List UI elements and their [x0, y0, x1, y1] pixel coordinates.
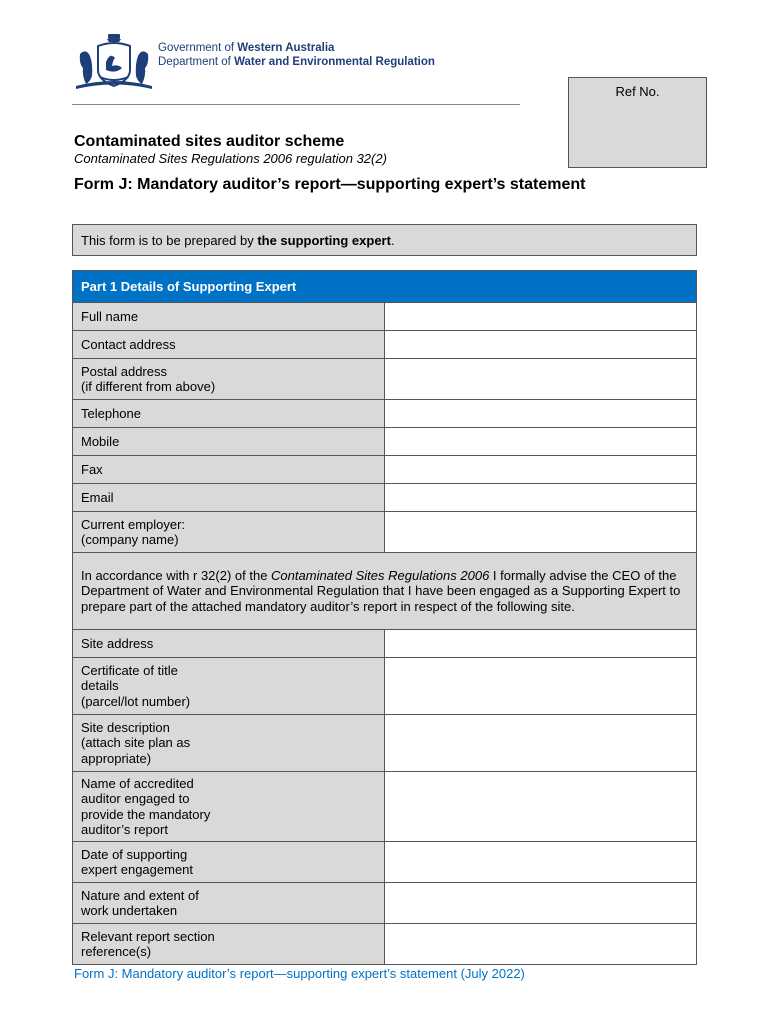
field-label-work-undertaken: Nature and extent of work undertaken [73, 883, 385, 924]
full-name-field[interactable] [385, 303, 697, 331]
report-section-references-field[interactable] [385, 924, 697, 965]
field-label-contact-address: Contact address [73, 331, 385, 359]
header-divider [72, 104, 520, 105]
engagement-statement: In accordance with r 32(2) of the Contaminated Sites Regulations 2006 I formally advise the CEO of the Department of Water and Environmental Regulation that I have been engaged as a Supporting Expert to prepare part of the attached mandatory auditor’s report in respect of the following site. [73, 553, 697, 630]
part1-heading: Part 1 Details of Supporting Expert [73, 271, 697, 303]
postal-address-field[interactable] [385, 359, 697, 400]
field-label-site-address: Site address [73, 630, 385, 658]
accredited-auditor-field[interactable] [385, 772, 697, 842]
field-label-engagement-date: Date of supporting expert engagement [73, 842, 385, 883]
field-label-report-section-references: Relevant report section reference(s) [73, 924, 385, 965]
field-label-mobile: Mobile [73, 428, 385, 456]
page-footer: Form J: Mandatory auditor’s report—supporting expert’s statement (July 2022) [74, 966, 525, 981]
field-label-certificate-of-title: Certificate of title details (parcel/lot number) [73, 658, 385, 715]
fax-field[interactable] [385, 456, 697, 484]
regulation-subtitle: Contaminated Sites Regulations 2006 regulation 32(2) [74, 151, 387, 166]
email-field[interactable] [385, 484, 697, 512]
ref-number-box[interactable] [568, 77, 707, 168]
ref-number-label: Ref No. [615, 84, 660, 99]
field-label-accredited-auditor: Name of accredited auditor engaged to provide the mandatory auditor’s report [73, 772, 385, 842]
field-label-fax: Fax [73, 456, 385, 484]
department-line: Department of Water and Environmental Regulation [158, 56, 435, 68]
scheme-title: Contaminated sites auditor scheme [74, 133, 345, 150]
form-title: Form J: Mandatory auditor’s report—supporting expert’s statement [74, 176, 586, 193]
telephone-field[interactable] [385, 400, 697, 428]
preparer-notice: This form is to be prepared by the supporting expert. [72, 224, 697, 256]
field-label-postal-address: Postal address (if different from above) [73, 359, 385, 400]
contact-address-field[interactable] [385, 331, 697, 359]
mobile-field[interactable] [385, 428, 697, 456]
site-description-field[interactable] [385, 715, 697, 772]
supporting-expert-form [72, 270, 697, 965]
field-label-email: Email [73, 484, 385, 512]
wa-government-crest-logo [72, 32, 156, 92]
agency-name [158, 41, 435, 69]
field-label-full-name: Full name [73, 303, 385, 331]
engagement-date-field[interactable] [385, 842, 697, 883]
site-address-field[interactable] [385, 630, 697, 658]
current-employer-field[interactable] [385, 512, 697, 553]
work-undertaken-field[interactable] [385, 883, 697, 924]
field-label-telephone: Telephone [73, 400, 385, 428]
field-label-current-employer: Current employer: (company name) [73, 512, 385, 553]
government-line: Government of Western Australia [158, 42, 335, 54]
certificate-of-title-field[interactable] [385, 658, 697, 715]
field-label-site-description: Site description (attach site plan as appropriate) [73, 715, 385, 772]
